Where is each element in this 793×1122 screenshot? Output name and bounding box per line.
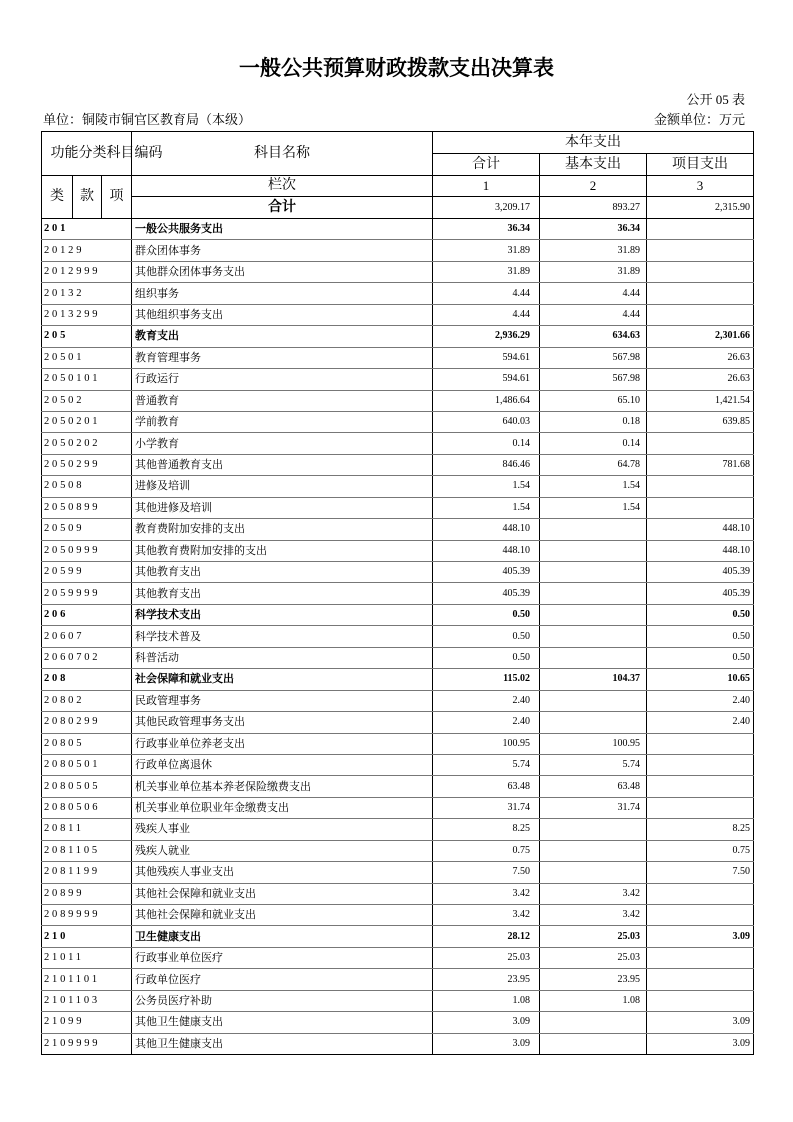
- total-row: [42, 197, 754, 219]
- row-name: 其他社会保障和就业支出: [132, 905, 433, 926]
- row-name: 群众团体事务: [132, 240, 433, 261]
- row-name: 科普活动: [132, 647, 433, 668]
- table-row: [42, 540, 754, 561]
- row-project: [647, 905, 754, 926]
- row-project: [647, 776, 754, 797]
- row-total: 448.10: [433, 519, 540, 540]
- row-project: 1,421.54: [647, 390, 754, 411]
- row-project: [647, 433, 754, 454]
- row-code: 2080299: [42, 712, 132, 733]
- row-basic: [540, 819, 647, 840]
- table-row: [42, 947, 754, 968]
- row-name: 社会保障和就业支出: [132, 669, 433, 690]
- table-row: [42, 476, 754, 497]
- row-name: 教育支出: [132, 326, 433, 347]
- row-project: [647, 261, 754, 282]
- header-column-number-3: 3: [647, 176, 754, 197]
- row-name: 卫生健康支出: [132, 926, 433, 947]
- row-total: 4.44: [433, 304, 540, 325]
- table-row: [42, 304, 754, 325]
- table-row: [42, 626, 754, 647]
- row-basic: 1.08: [540, 990, 647, 1011]
- row-total: 3.42: [433, 905, 540, 926]
- row-basic: [540, 540, 647, 561]
- row-project: [647, 304, 754, 325]
- row-total: 2,936.29: [433, 326, 540, 347]
- row-name: 进修及培训: [132, 476, 433, 497]
- row-project: [647, 219, 754, 240]
- row-project: 639.85: [647, 411, 754, 432]
- row-name: 行政单位医疗: [132, 969, 433, 990]
- table-row: [42, 604, 754, 625]
- row-project: 3.09: [647, 1033, 754, 1054]
- row-total: 405.39: [433, 562, 540, 583]
- row-total: 3.09: [433, 1033, 540, 1054]
- row-basic: [540, 583, 647, 604]
- row-name: 一般公共服务支出: [132, 219, 433, 240]
- row-project: 0.50: [647, 604, 754, 625]
- row-code: 20899: [42, 883, 132, 904]
- table-row: [42, 1012, 754, 1033]
- table-row: [42, 969, 754, 990]
- row-code: 2012999: [42, 261, 132, 282]
- header-row-3: [42, 176, 754, 197]
- row-project: [647, 797, 754, 818]
- row-total: 8.25: [433, 819, 540, 840]
- table-row: [42, 240, 754, 261]
- header-row-1: [42, 132, 754, 154]
- row-name: 其他教育支出: [132, 562, 433, 583]
- row-code: 2101101: [42, 969, 132, 990]
- row-code: 21011: [42, 947, 132, 968]
- row-code: 2081105: [42, 840, 132, 861]
- row-code: 2050201: [42, 411, 132, 432]
- row-total: 2.40: [433, 690, 540, 711]
- row-total: 31.74: [433, 797, 540, 818]
- row-basic: 63.48: [540, 776, 647, 797]
- row-code: 20129: [42, 240, 132, 261]
- total-row-label: 合计: [132, 197, 433, 219]
- row-basic: [540, 562, 647, 583]
- row-total: 4.44: [433, 283, 540, 304]
- table-row: [42, 926, 754, 947]
- table-row: [42, 712, 754, 733]
- header-function-code: [42, 132, 163, 176]
- row-basic: 3.42: [540, 905, 647, 926]
- reporting-unit: 单位：铜陵市铜官区教育局（本级）: [43, 112, 252, 127]
- row-code: 20802: [42, 690, 132, 711]
- row-code: 2050202: [42, 433, 132, 454]
- row-project: [647, 733, 754, 754]
- table-row: [42, 669, 754, 690]
- table-body: [42, 219, 754, 1055]
- row-total: 3.09: [433, 1012, 540, 1033]
- row-code: 20805: [42, 733, 132, 754]
- row-basic: 1.54: [540, 497, 647, 518]
- row-code: 20811: [42, 819, 132, 840]
- row-total: 448.10: [433, 540, 540, 561]
- header-function-code-label: 功能分类科目编码: [50, 146, 163, 161]
- row-basic: 104.37: [540, 669, 647, 690]
- row-basic: [540, 862, 647, 883]
- row-project: [647, 283, 754, 304]
- row-name: 机关事业单位基本养老保险缴费支出: [132, 776, 433, 797]
- table-row: [42, 840, 754, 861]
- row-name: 科学技术支出: [132, 604, 433, 625]
- table-row: [42, 1033, 754, 1054]
- row-name: 其他教育费附加安排的支出: [132, 540, 433, 561]
- row-code: 2080506: [42, 797, 132, 818]
- table-row: [42, 990, 754, 1011]
- table-row: [42, 883, 754, 904]
- row-basic: 5.74: [540, 754, 647, 775]
- table-row: [42, 562, 754, 583]
- row-basic: 567.98: [540, 347, 647, 368]
- row-code: 2080501: [42, 754, 132, 775]
- row-name: 组织事务: [132, 283, 433, 304]
- row-basic: 1.54: [540, 476, 647, 497]
- row-code: 20607: [42, 626, 132, 647]
- row-basic: 31.89: [540, 240, 647, 261]
- table-row: [42, 819, 754, 840]
- row-name: 其他群众团体事务支出: [132, 261, 433, 282]
- table-row: [42, 433, 754, 454]
- row-name: 行政事业单位养老支出: [132, 733, 433, 754]
- row-name: 残疾人事业: [132, 819, 433, 840]
- header-column-no: 栏次: [132, 176, 433, 197]
- table-row: [42, 261, 754, 282]
- row-project: [647, 947, 754, 968]
- row-name: 残疾人就业: [132, 840, 433, 861]
- row-name: 普通教育: [132, 390, 433, 411]
- page-title: 一般公共预算财政拨款支出决算表: [239, 56, 554, 80]
- table-row: [42, 347, 754, 368]
- row-project: 3.09: [647, 1012, 754, 1033]
- row-total: 1,486.64: [433, 390, 540, 411]
- row-name: 公务员医疗补助: [132, 990, 433, 1011]
- header-xiang: 项: [102, 176, 132, 219]
- row-code: 2050101: [42, 369, 132, 390]
- header-column-number-2: 2: [540, 176, 647, 197]
- row-total: 0.14: [433, 433, 540, 454]
- row-total: 36.34: [433, 219, 540, 240]
- table-row: [42, 326, 754, 347]
- row-basic: 567.98: [540, 369, 647, 390]
- row-total: 1.54: [433, 476, 540, 497]
- table-row: [42, 733, 754, 754]
- row-basic: 634.63: [540, 326, 647, 347]
- row-total: 23.95: [433, 969, 540, 990]
- row-total: 405.39: [433, 583, 540, 604]
- row-total: 31.89: [433, 240, 540, 261]
- header-project: 项目支出: [647, 154, 754, 176]
- row-code: 206: [42, 604, 132, 625]
- row-basic: 31.89: [540, 261, 647, 282]
- table-row: [42, 454, 754, 475]
- row-basic: 25.03: [540, 947, 647, 968]
- row-basic: 64.78: [540, 454, 647, 475]
- row-project: [647, 969, 754, 990]
- table-row: [42, 497, 754, 518]
- row-project: [647, 476, 754, 497]
- row-code: 20509: [42, 519, 132, 540]
- row-code: 2060702: [42, 647, 132, 668]
- table-row: [42, 862, 754, 883]
- row-project: [647, 990, 754, 1011]
- row-project: 448.10: [647, 519, 754, 540]
- row-name: 教育费附加安排的支出: [132, 519, 433, 540]
- row-name: 其他社会保障和就业支出: [132, 883, 433, 904]
- row-basic: 0.14: [540, 433, 647, 454]
- row-total: 7.50: [433, 862, 540, 883]
- row-code: 205: [42, 326, 132, 347]
- row-project: 26.63: [647, 369, 754, 390]
- row-basic: 0.18: [540, 411, 647, 432]
- row-basic: 23.95: [540, 969, 647, 990]
- row-name: 行政事业单位医疗: [132, 947, 433, 968]
- row-basic: 36.34: [540, 219, 647, 240]
- row-code: 201: [42, 219, 132, 240]
- table-row: [42, 905, 754, 926]
- row-code: 20132: [42, 283, 132, 304]
- row-basic: 3.42: [540, 883, 647, 904]
- table-row: [42, 754, 754, 775]
- row-code: 2080505: [42, 776, 132, 797]
- row-name: 其他残疾人事业支出: [132, 862, 433, 883]
- row-code: 20502: [42, 390, 132, 411]
- row-total: 0.50: [433, 647, 540, 668]
- row-project: [647, 754, 754, 775]
- table-row: [42, 390, 754, 411]
- row-project: 2,301.66: [647, 326, 754, 347]
- row-code: 2050999: [42, 540, 132, 561]
- row-code: 2050299: [42, 454, 132, 475]
- row-project: 3.09: [647, 926, 754, 947]
- total-row-basic: 893.27: [540, 197, 647, 219]
- total-row-project: 2,315.90: [647, 197, 754, 219]
- row-name: 机关事业单位职业年金缴费支出: [132, 797, 433, 818]
- row-name: 其他卫生健康支出: [132, 1012, 433, 1033]
- row-basic: 100.95: [540, 733, 647, 754]
- row-project: 405.39: [647, 583, 754, 604]
- header-column-number-1: 1: [433, 176, 540, 197]
- row-name: 小学教育: [132, 433, 433, 454]
- row-code: 2013299: [42, 304, 132, 325]
- row-basic: [540, 1012, 647, 1033]
- row-name: 其他组织事务支出: [132, 304, 433, 325]
- row-code: 21099: [42, 1012, 132, 1033]
- row-total: 1.54: [433, 497, 540, 518]
- row-total: 63.48: [433, 776, 540, 797]
- row-name: 其他民政管理事务支出: [132, 712, 433, 733]
- row-project: [647, 240, 754, 261]
- row-basic: [540, 1033, 647, 1054]
- header-total: 合计: [433, 154, 540, 176]
- header-lei: 类: [42, 176, 73, 219]
- row-total: 31.89: [433, 261, 540, 282]
- row-total: 0.50: [433, 626, 540, 647]
- table-row: [42, 283, 754, 304]
- row-project: 405.39: [647, 562, 754, 583]
- row-code: 20599: [42, 562, 132, 583]
- row-total: 100.95: [433, 733, 540, 754]
- row-code: 2081199: [42, 862, 132, 883]
- row-project: 781.68: [647, 454, 754, 475]
- row-name: 行政运行: [132, 369, 433, 390]
- table-row: [42, 690, 754, 711]
- row-basic: 4.44: [540, 283, 647, 304]
- table-row: [42, 797, 754, 818]
- row-project: 26.63: [647, 347, 754, 368]
- table-row: [42, 776, 754, 797]
- row-name: 其他进修及培训: [132, 497, 433, 518]
- row-basic: [540, 647, 647, 668]
- form-number: 公开 05 表: [686, 92, 745, 107]
- row-basic: [540, 519, 647, 540]
- row-code: 2101103: [42, 990, 132, 1011]
- amount-unit: 金额单位：万元: [653, 112, 745, 127]
- row-project: 2.40: [647, 690, 754, 711]
- table-row: [42, 411, 754, 432]
- row-basic: 4.44: [540, 304, 647, 325]
- row-name: 教育管理事务: [132, 347, 433, 368]
- table-row: [42, 583, 754, 604]
- row-name: 学前教育: [132, 411, 433, 432]
- row-project: 10.65: [647, 669, 754, 690]
- row-project: [647, 497, 754, 518]
- row-name: 其他普通教育支出: [132, 454, 433, 475]
- row-project: 0.50: [647, 647, 754, 668]
- row-total: 3.42: [433, 883, 540, 904]
- row-project: 7.50: [647, 862, 754, 883]
- row-project: 8.25: [647, 819, 754, 840]
- table-row: [42, 219, 754, 240]
- row-total: 25.03: [433, 947, 540, 968]
- row-project: [647, 883, 754, 904]
- row-basic: [540, 626, 647, 647]
- row-code: 20508: [42, 476, 132, 497]
- row-code: 2109999: [42, 1033, 132, 1054]
- row-total: 640.03: [433, 411, 540, 432]
- row-project: 448.10: [647, 540, 754, 561]
- table-row: [42, 519, 754, 540]
- row-basic: 25.03: [540, 926, 647, 947]
- row-code: 210: [42, 926, 132, 947]
- table-row: [42, 647, 754, 668]
- row-basic: [540, 712, 647, 733]
- row-project: 0.75: [647, 840, 754, 861]
- row-project: 0.50: [647, 626, 754, 647]
- row-total: 0.50: [433, 604, 540, 625]
- row-name: 行政单位离退休: [132, 754, 433, 775]
- row-total: 594.61: [433, 369, 540, 390]
- row-name: 民政管理事务: [132, 690, 433, 711]
- row-total: 594.61: [433, 347, 540, 368]
- total-row-total: 3,209.17: [433, 197, 540, 219]
- row-basic: [540, 604, 647, 625]
- header-kuan: 款: [73, 176, 102, 219]
- row-code: 2059999: [42, 583, 132, 604]
- row-total: 2.40: [433, 712, 540, 733]
- row-name: 其他教育支出: [132, 583, 433, 604]
- expenditure-table: [41, 131, 754, 1055]
- row-total: 5.74: [433, 754, 540, 775]
- row-project: 2.40: [647, 712, 754, 733]
- row-code: 2050899: [42, 497, 132, 518]
- row-total: 115.02: [433, 669, 540, 690]
- row-total: 846.46: [433, 454, 540, 475]
- row-basic: 65.10: [540, 390, 647, 411]
- row-code: 2089999: [42, 905, 132, 926]
- table-row: [42, 369, 754, 390]
- row-basic: 31.74: [540, 797, 647, 818]
- header-basic: 基本支出: [540, 154, 647, 176]
- header-current-year: 本年支出: [433, 132, 754, 154]
- row-total: 0.75: [433, 840, 540, 861]
- row-total: 28.12: [433, 926, 540, 947]
- row-name: 科学技术普及: [132, 626, 433, 647]
- row-code: 20501: [42, 347, 132, 368]
- header-subject-name: 科目名称: [132, 132, 433, 176]
- row-basic: [540, 690, 647, 711]
- row-basic: [540, 840, 647, 861]
- row-total: 1.08: [433, 990, 540, 1011]
- row-code: 208: [42, 669, 132, 690]
- row-name: 其他卫生健康支出: [132, 1033, 433, 1054]
